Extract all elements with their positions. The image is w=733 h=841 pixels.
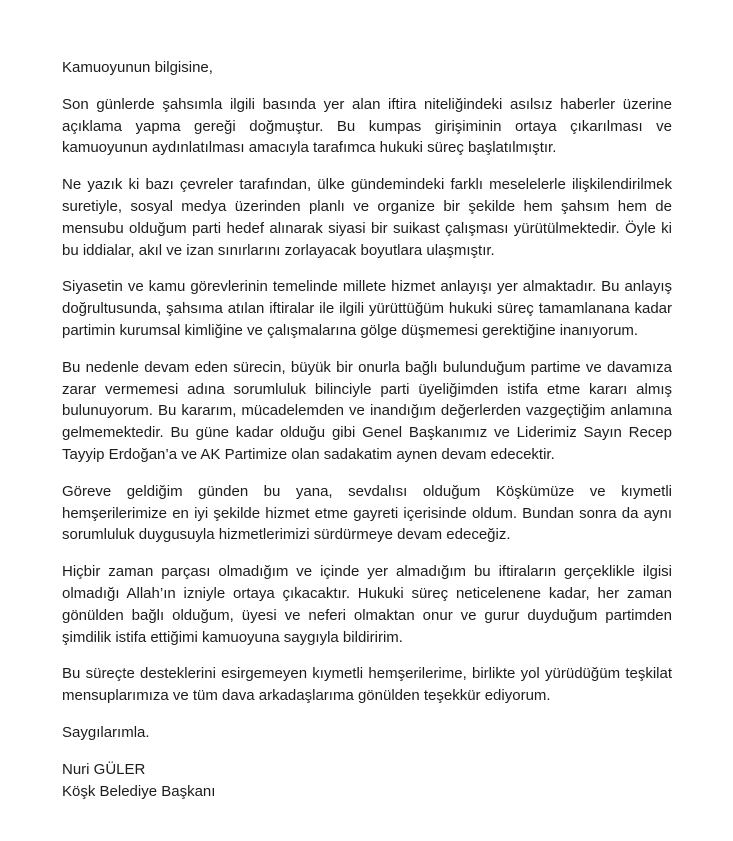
letter-paragraph-1: Son günlerde şahsımla ilgili basında yer alan iftira niteliğindeki asılsız haberler üzerine açıklama yapma gereği doğmuştur. Bu kumpas girişiminin ortaya çıkarılması ve kamuoyunun aydınlatılması amacıyla tarafımca hukuki süreç başlatılmıştır.: [62, 95, 672, 157]
signature-title: Köşk Belediye Başkanı: [62, 782, 216, 800]
letter-paragraph-5: Göreve geldiğim günden bu yana, sevdalısı olduğum Köşkümüze ve kıymetli hemşerilerimize en iyi şekilde hizmet etme gayreti içerisinde oldum. Bundan sonra da aynı sorumluluk duygusuyla hizmetlerimizi sürdürmeye devam edeceğiz.: [62, 482, 672, 544]
signature-name: Nuri GÜLER: [62, 760, 146, 778]
letter-paragraph-2: Ne yazık ki bazı çevreler tarafından, ülke gündemindeki farklı meselelerle ilişkilendirilmek suretiyle, sosyal medya üzerinden planlı ve organize bir şekilde hem şahsım hem de mensubu olduğum parti hedef alınarak siyasi bir suikast çalışması yürütülmektedir. Öyle ki bu iddialar, akıl ve izan sınırlarını zorlayacak boyutlara ulaşmıştır.: [62, 176, 672, 259]
letter-closing: Saygılarımla.: [62, 723, 150, 741]
letter-salutation: Kamuoyunun bilgisine,: [62, 59, 213, 76]
letter-paragraph-7: Bu süreçte desteklerini esirgemeyen kıymetli hemşerilerime, birlikte yol yürüdüğüm teşkilat mensuplarımıza ve tüm dava arkadaşlarıma gönülden teşekkür ediyorum.: [62, 665, 672, 705]
letter-paragraph-6: Hiçbir zaman parçası olmadığım ve içinde yer almadığım bu iftiraların gerçeklikle ilgisi olmadığı Allah’ın izniyle ortaya çıkacaktır. Hukuki süreç neticelenene kadar, her zaman gönülden bağlı olduğum, üyesi ve neferi olmaktan onur ve gurur duyduğum partimden şimdilik istifa ettiğimi kamuoyuna saygıyla bildiririm.: [62, 563, 672, 646]
letter-paragraph-4: Bu nedenle devam eden sürecin, büyük bir onurla bağlı bulunduğum partime ve davamıza zarar vermemesi adına sorumluluk bilinciyle parti üyeliğimden istifa etme kararı almış bulunuyorum. Bu kararım, mücadelemden ve inandığım değerlerden vazgeçtiğim anlamına gelmemektedir. Bu güne kadar olduğu gibi Genel Başkanımız ve Liderimiz Sayın Recep Tayyip Erdoğan’a ve AK Partimize olan sadakatim aynen devam edecektir.: [62, 358, 672, 463]
signature-block: [62, 759, 672, 803]
letter-paragraph-3: Siyasetin ve kamu görevlerinin temelinde millete hizmet anlayışı yer almaktadır. Bu anlayış doğrultusunda, şahsıma atılan iftiralar ile ilgili yürüttüğüm hukuki süreç tamamlanana kadar partimin kurumsal kimliğine ve çalışmalarına gölge düşmemesi gerektiğine inanıyorum.: [62, 278, 672, 339]
